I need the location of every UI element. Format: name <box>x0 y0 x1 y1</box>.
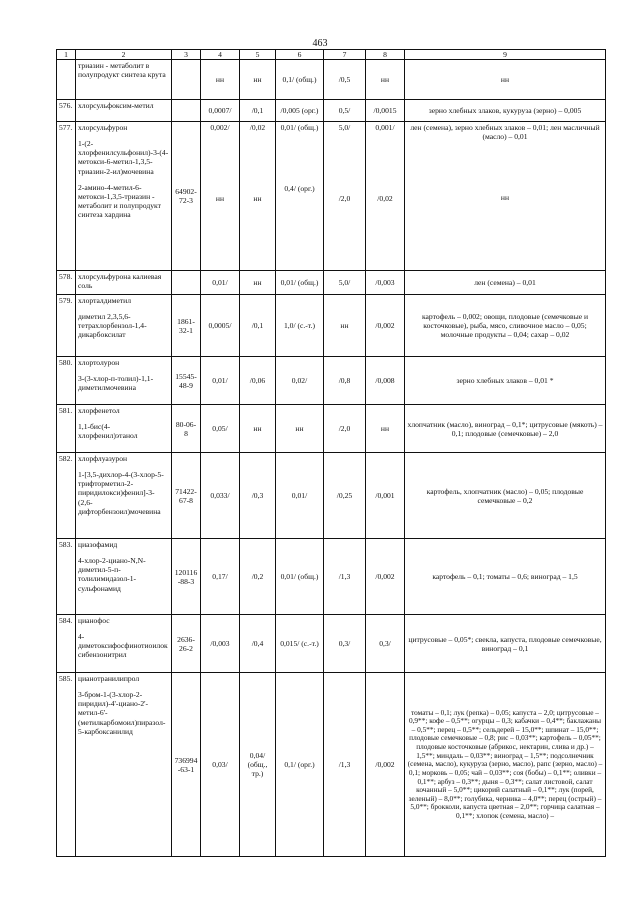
table-row <box>57 295 606 357</box>
value-col4: 0,01/ <box>201 271 240 295</box>
substance-name-line: 3-(3-хлор-п-толил)-1,1-диметилмочевина <box>78 374 154 393</box>
value-col7 <box>324 122 366 271</box>
value-col8: /0,0015 <box>366 100 405 122</box>
value-col8: /0,001 <box>366 453 405 539</box>
value-col8: нн <box>366 405 405 453</box>
substance-name-line: триазин - метаболит в полупродукт синтеза крута <box>78 61 166 80</box>
column-header: 1 <box>57 50 76 60</box>
value-col8: /0,008 <box>366 357 405 405</box>
substance-name-line: 3-бром-1-(3-хлор-2-пиридил)-4'-циано-2'-метил-6'-(метилкарбомоил)пиразол-5-карбоксанилид <box>78 690 166 736</box>
column-header: 2 <box>76 50 172 60</box>
substance-name <box>76 405 172 453</box>
food-limits <box>405 122 606 271</box>
value-col6 <box>276 122 324 271</box>
value-bottom: нн <box>500 193 510 203</box>
substance-name-line: 1,1-бис(4-хлорфенил)этанол <box>78 422 138 441</box>
row-number: 581. <box>57 405 76 453</box>
food-limits: зерно хлебных злаков, кукуруза (зерно) – 0,005 <box>405 100 606 122</box>
food-limits: хлопчатник (масло), виноград – 0,1*; цитрусовые (мякоть) – 0,1; плодовые (семечковые) – 2,0 <box>405 405 606 453</box>
substance-name-line: хлорфлуазурон <box>78 454 128 464</box>
substance-name <box>76 295 172 357</box>
value-col4: 0,05/ <box>201 405 240 453</box>
substance-name-line: хлорсульфурона калиевая соль <box>78 272 162 291</box>
value-col6: 0,1/ (орг.) <box>276 673 324 857</box>
value-col5: /0,06 <box>240 357 276 405</box>
value-col6: 0,01/ (общ.) <box>276 539 324 615</box>
value-col5: 0,04/ (общ., тр.) <box>240 673 276 857</box>
value-col5: /0,2 <box>240 539 276 615</box>
value-col5: /0,4 <box>240 615 276 673</box>
value-col6: /0,005 (орг.) <box>276 100 324 122</box>
value-top: лен (семена), зерно хлебных злаков – 0,01; лен масличный (масло) – 0,01 <box>410 123 600 142</box>
row-number: 583. <box>57 539 76 615</box>
page-number: 463 <box>312 38 328 49</box>
value-col6: 0,02/ <box>276 357 324 405</box>
value-col4 <box>201 122 240 271</box>
row-number: 578. <box>57 271 76 295</box>
value-col8: /0,002 <box>366 539 405 615</box>
food-limits: лен (семена) – 0,01 <box>405 271 606 295</box>
value-col6: 1,0/ (с.-т.) <box>276 295 324 357</box>
row-number: 579. <box>57 295 76 357</box>
value-col8 <box>366 122 405 271</box>
substance-name <box>76 271 172 295</box>
value-col7: /1,3 <box>324 673 366 857</box>
table-row <box>57 615 606 673</box>
substance-name-line: 2-амино-4-метил-6-метокси-1,3,5-триазин - метаболит и полупродукт синтеза хардина <box>78 182 161 219</box>
value-col8: /0,003 <box>366 271 405 295</box>
column-header-row <box>57 50 606 60</box>
value-col4: 0,033/ <box>201 453 240 539</box>
column-header: 7 <box>324 50 366 60</box>
cas-number <box>172 271 201 295</box>
substance-name-line: цианофос <box>78 616 110 626</box>
value-top: /0,02 <box>249 123 266 133</box>
value-top: 0,001/ <box>375 123 395 133</box>
value-col5: /0,1 <box>240 100 276 122</box>
value-col8: нн <box>366 60 405 100</box>
substance-name-line: хлорталдиметил <box>78 296 131 306</box>
value-col8: /0,002 <box>366 295 405 357</box>
substance-name-line: циазофамид <box>78 540 118 550</box>
value-col7: /1,3 <box>324 539 366 615</box>
value-col4: 0,01/ <box>201 357 240 405</box>
substance-name-line: хлорсульфурон <box>78 123 128 133</box>
table-row <box>57 100 606 122</box>
value-col7: 5,0/ <box>324 271 366 295</box>
value-col4: 0,03/ <box>201 673 240 857</box>
value-col7: 0,5/ <box>324 100 366 122</box>
row-number: 582. <box>57 453 76 539</box>
value-bottom: /2,0 <box>338 194 351 204</box>
substance-name-line: хлорсульфоксим-метил <box>78 101 154 111</box>
row-number <box>57 60 76 100</box>
value-col6: 0,01/ <box>276 453 324 539</box>
cas-number <box>172 60 201 100</box>
substance-name-line: 1-(2-хлорфенилсульфонил)-3-(4-метокси-6-метил-1,3,5-триазин-2-ил)мочевина <box>78 139 169 176</box>
substance-name <box>76 100 172 122</box>
row-number: 576. <box>57 100 76 122</box>
value-col5: нн <box>240 60 276 100</box>
value-col7: 0,3/ <box>324 615 366 673</box>
value-col7: /0,25 <box>324 453 366 539</box>
substance-name-line: 1-[3,5-дихлор-4-(3-хлор-5-трифторметил-2-пиридилокси)фенил]-3-(2,6-дифторбензоил)мочевина <box>78 470 164 516</box>
food-limits: нн <box>405 60 606 100</box>
value-col7: /0,8 <box>324 357 366 405</box>
value-col5: /0,3 <box>240 453 276 539</box>
table-row <box>57 405 606 453</box>
row-number: 584. <box>57 615 76 673</box>
column-header: 3 <box>172 50 201 60</box>
row-number: 577. <box>57 122 76 271</box>
cas-number: 1861-32-1 <box>172 295 201 357</box>
value-col5: нн <box>240 271 276 295</box>
value-bottom: 0,4/ (орг.) <box>284 184 315 194</box>
value-top: 5,0/ <box>338 123 351 133</box>
substance-name <box>76 60 172 100</box>
column-header: 5 <box>240 50 276 60</box>
value-col5: нн <box>240 405 276 453</box>
column-header: 8 <box>366 50 405 60</box>
value-col6: нн <box>276 405 324 453</box>
value-col8: 0,3/ <box>366 615 405 673</box>
value-col4: 0,0007/ <box>201 100 240 122</box>
substance-name <box>76 615 172 673</box>
substance-name-line: хлортолурон <box>78 358 120 368</box>
cas-number: 2636-26-2 <box>172 615 201 673</box>
substance-name <box>76 357 172 405</box>
substance-name-line: 4-диметоксифосфинотиоилоксибензонитрил <box>78 632 168 660</box>
cas-number: 736994-63-1 <box>172 673 201 857</box>
value-col6: 0,015/ (с.-т.) <box>276 615 324 673</box>
cas-number <box>172 100 201 122</box>
cas-number: 64902-72-3 <box>172 122 201 271</box>
value-col4: нн <box>201 60 240 100</box>
value-col6: 0,1/ (общ.) <box>276 60 324 100</box>
value-col4: 0,17/ <box>201 539 240 615</box>
cas-number: 71422-67-8 <box>172 453 201 539</box>
value-col5 <box>240 122 276 271</box>
value-col7: /2,0 <box>324 405 366 453</box>
value-top: 0,01/ (общ.) <box>280 123 319 133</box>
substance-name <box>76 539 172 615</box>
substance-name-line: хлорфенетол <box>78 406 120 416</box>
value-col4: 0,0005/ <box>201 295 240 357</box>
regulation-table <box>56 49 606 857</box>
cas-number: 80-06-8 <box>172 405 201 453</box>
table-row <box>57 357 606 405</box>
row-number: 580. <box>57 357 76 405</box>
substance-name-line: 4-хлор-2-циано-N,N-диметил-5-п-толилимидазол-1-сульфонамид <box>78 556 146 593</box>
cas-number: 15545-48-9 <box>172 357 201 405</box>
food-limits: картофель – 0,002; овощи, плодовые (семечковые и косточковые), рыба, мясо, сливочное масло – 0,05; молочные продукты – 0,04; сахар – 0,02 <box>405 295 606 357</box>
substance-name-line: цианотранилипрол <box>78 674 140 684</box>
table-row <box>57 122 606 271</box>
column-header: 4 <box>201 50 240 60</box>
value-col7: /0,5 <box>324 60 366 100</box>
column-header: 6 <box>276 50 324 60</box>
cas-number: 120116-88-3 <box>172 539 201 615</box>
table-row <box>57 539 606 615</box>
food-limits: томаты – 0,1; лук (репка) – 0,05; капуста – 2,0; цитрусовые – 0,9**; кофе – 0,5**; огурцы – 0,3; кабачки – 0,4**; баклажаны – 0,5**; перец – 0,5**; сельдерей – 15,0**; шпинат – 15,0**; плодовые семечковые – 0,8; рис – 0,03**; картофель – 0,05**; плодовые косточковые (абрикос, нектарин, слива и др.) – 1,5**; миндаль – 0,03**; виноград – 1,5**; подсолнечник (семена, масло), кукуруза (зерно, масло), рапс (зерно, масло) – 0,1; морковь – 0,05; чай – 0,03**; соя (бобы) – 0,1**; оливки – 0,1**; арбуз – 0,3**; дыня – 0,3**; салат листовой, салат кочанный – 5,0**; цикорий салатный – 0,1**; лук (порей, зеленый) – 8,0**; голубика, черника – 4,0**; перец (острый) – 5,0**; брокколи, капуста цветная – 2,0**; горчица салатная – 0,1**; хлопок (семена, масло) – <box>405 673 606 857</box>
value-col4: /0,003 <box>201 615 240 673</box>
value-bottom: нн <box>253 194 262 204</box>
table-row <box>57 271 606 295</box>
row-number: 585. <box>57 673 76 857</box>
value-col5: /0,1 <box>240 295 276 357</box>
table-row <box>57 453 606 539</box>
substance-name-line: диметил 2,3,5,6-тетрахлорбензол-1,4-дикарбоксилат <box>78 312 147 340</box>
food-limits: цитрусовые – 0,05*; свекла, капуста, плодовые семечковые, виноград – 0,1 <box>405 615 606 673</box>
food-limits: картофель, хлопчатник (масло) – 0,05; плодовые семечковые – 0,2 <box>405 453 606 539</box>
value-bottom: /0,02 <box>377 194 393 204</box>
substance-name <box>76 673 172 857</box>
value-col6: 0,01/ (общ.) <box>276 271 324 295</box>
table-row <box>57 673 606 857</box>
value-top: 0,002/ <box>210 123 230 133</box>
value-col8: /0,002 <box>366 673 405 857</box>
column-header: 9 <box>405 50 606 60</box>
substance-name <box>76 122 172 271</box>
food-limits: зерно хлебных злаков – 0,01 * <box>405 357 606 405</box>
substance-name <box>76 453 172 539</box>
food-limits: картофель – 0,1; томаты – 0,6; виноград – 1,5 <box>405 539 606 615</box>
value-bottom: нн <box>215 194 225 204</box>
table-row <box>57 60 606 100</box>
value-col7: нн <box>324 295 366 357</box>
